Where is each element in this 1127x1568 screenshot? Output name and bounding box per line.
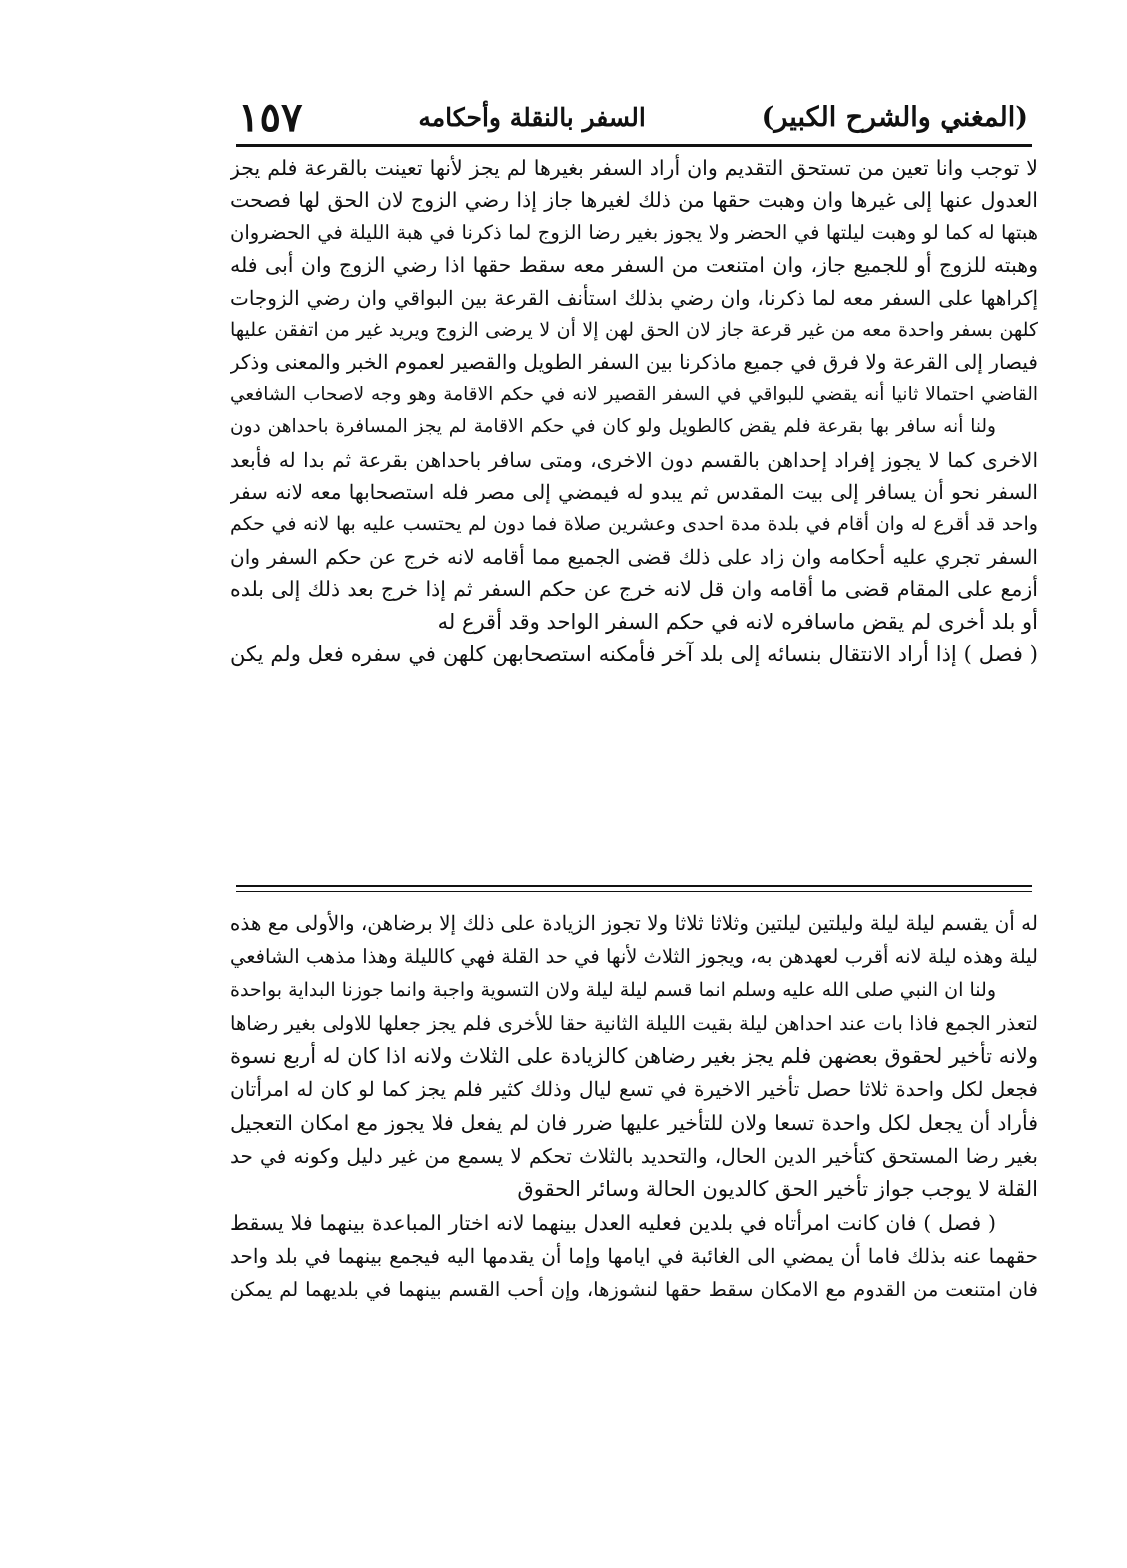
text-line: السفر تجري عليه أحكامه وان زاد على ذلك قضى الجميع مما أقامه لانه خرج عن حكم السفر وان xyxy=(230,544,1038,569)
footnote-divider xyxy=(236,885,1032,887)
text-line: واحد قد أقرع له وان أقام في بلدة مدة احدى وعشرين صلاة فما دون لم يحتسب عليه بها لانه في حكم xyxy=(230,513,1038,536)
text-line: فيصار إلى القرعة ولا فرق في جميع ماذكرنا بين السفر الطويل والقصير لعموم الخبر والمعنى وذكر xyxy=(230,350,1038,375)
page-number: ١٥٧ xyxy=(238,93,303,141)
text-line: أو بلد أخرى لم يقض ماسافره لانه في حكم السفر الواحد وقد أقرع له xyxy=(437,609,1038,634)
text-line: ولنا أنه سافر بها بقرعة فلم يقض كالطويل ولو كان في حكم الاقامة لم يجز المسافرة باحداهن دون xyxy=(230,416,996,438)
text-line: الاخرى كما لا يجوز إفراد إحداهن بالقسم دون الاخرى، ومتى سافر باحداهن بقرعة ثم بدا له فأبعد xyxy=(230,447,1038,472)
text-line: وهبته للزوج أو للجميع جاز، وان امتنعت من السفر معه سقط حقها اذا رضي الزوج وان أبى فله xyxy=(230,253,1038,278)
text-line: إكراهها على السفر معه لما ذكرنا، وان رضي بذلك استأنف القرعة بين البواقي وان رضي الزوجات xyxy=(230,285,1038,310)
footnote-line: ولنا ان النبي صلى الله عليه وسلم انما قسم ليلة ليلة ولان التسوية واجبة وانما جوزنا البداية بواحدة xyxy=(230,978,996,1001)
footnote-divider-thin xyxy=(236,891,1032,892)
text-line: العدول عنها إلى غيرها وان وهبت حقها من ذلك لغيرها جاز إذا رضي الزوج لان الحق لها فصحت xyxy=(230,188,1038,213)
footnote-line: ( فصل ) فان كانت امرأتاه في بلدين فعليه العدل بينهما لانه اختار المباعدة بينهما فلا يسقط xyxy=(230,1210,996,1235)
footnote-text-block xyxy=(230,907,1038,1307)
page-header xyxy=(238,92,1028,142)
footnote-line: حقهما عنه بذلك فاما أن يمضي الى الغائبة في ايامها وإما أن يقدمها اليه فيجمع بينهما في بلد واحد xyxy=(230,1243,1038,1268)
section-title: السفر بالنقلة وأحكامه xyxy=(418,102,646,132)
text-line: السفر نحو أن يسافر إلى بيت المقدس ثم يبدو له فيمضي إلى مصر فله استصحابها معه لانه سفر xyxy=(230,480,1038,505)
text-line: القاضي احتمالا ثانيا أنه يقضي للبواقي في السفر القصير لانه في حكم الاقامة وهو وجه لاصحاب الشافعي xyxy=(230,383,1038,405)
footnote-line: فجعل لكل واحدة ثلاثا حصل تأخير الاخيرة في تسع ليال وذلك كثير فلم يجز كما لو كان له امرأتان xyxy=(230,1077,1038,1102)
main-text-block xyxy=(230,152,1038,671)
footnote-line: ولانه تأخير لحقوق بعضهن فلم يجز بغير رضاهن كالزيادة على الثلاث ولانه اذا كان له أربع نسوة xyxy=(230,1044,1038,1069)
text-line: ( فصل ) إذا أراد الانتقال بنسائه إلى بلد آخر فأمكنه استصحابهن كلهن في سفره فعل ولم يكن xyxy=(230,642,1038,667)
text-line: هبتها له كما لو وهبت ليلتها في الحضر ولا يجوز بغير رضا الزوج لما ذكرنا في هبة الليلة في الحضروان xyxy=(230,220,1038,244)
text-line: لا توجب وانا تعين من تستحق التقديم وان أراد السفر بغيرها لم يجز لأنها تعينت بالقرعة فلم يجز xyxy=(230,156,1038,180)
book-title: (المغني والشرح الكبير) xyxy=(761,101,1028,133)
footnote-line: فان امتنعت من القدوم مع الامكان سقط حقها لنشوزها، وإن أحب القسم بينهما في بلديهما لم يمكن xyxy=(230,1278,1038,1302)
footnote-line: فأراد أن يجعل لكل واحدة تسعا ولان للتأخير عليها ضرر فان لم يفعل فلا يجوز مع امكان التعجيل xyxy=(230,1110,1038,1135)
footnote-line: لتعذر الجمع فاذا بات عند احداهن ليلة بقيت الليلة الثانية حقا للأخرى فلم يجز جعلها للاولى بغير رضاها xyxy=(230,1011,1038,1035)
text-line: كلهن بسفر واحدة معه من غير قرعة جاز لان الحق لهن إلا أن لا يرضى الزوج ويريد غير من اتفقن عليها xyxy=(230,319,1038,342)
header-rule xyxy=(236,144,1032,147)
text-line: أزمع على المقام قضى ما أقامه وان قل لانه خرج عن حكم السفر ثم إذا خرج بعد ذلك إلى بلده xyxy=(230,577,1038,602)
footnote-line: القلة لا يوجب جواز تأخير الحق كالديون الحالة وسائر الحقوق xyxy=(517,1177,1038,1202)
footnote-line: له أن يقسم ليلة ليلة وليلتين ليلتين وثلاثا ثلاثا ولا تجوز الزيادة على ذلك إلا برضاهن، والأولى مع هذه xyxy=(230,911,1038,935)
footnote-line: ليلة وهذه ليلة لانه أقرب لعهدهن به، ويجوز الثلاث لأنها في حد القلة فهي كالليلة وهذا مذهب الشافعي xyxy=(230,945,1038,969)
footnote-line: بغير رضا المستحق كتأخير الدين الحال، والتحديد بالثلاث تحكم لا يسمع من غير دليل وكونه في حد xyxy=(230,1144,1038,1169)
